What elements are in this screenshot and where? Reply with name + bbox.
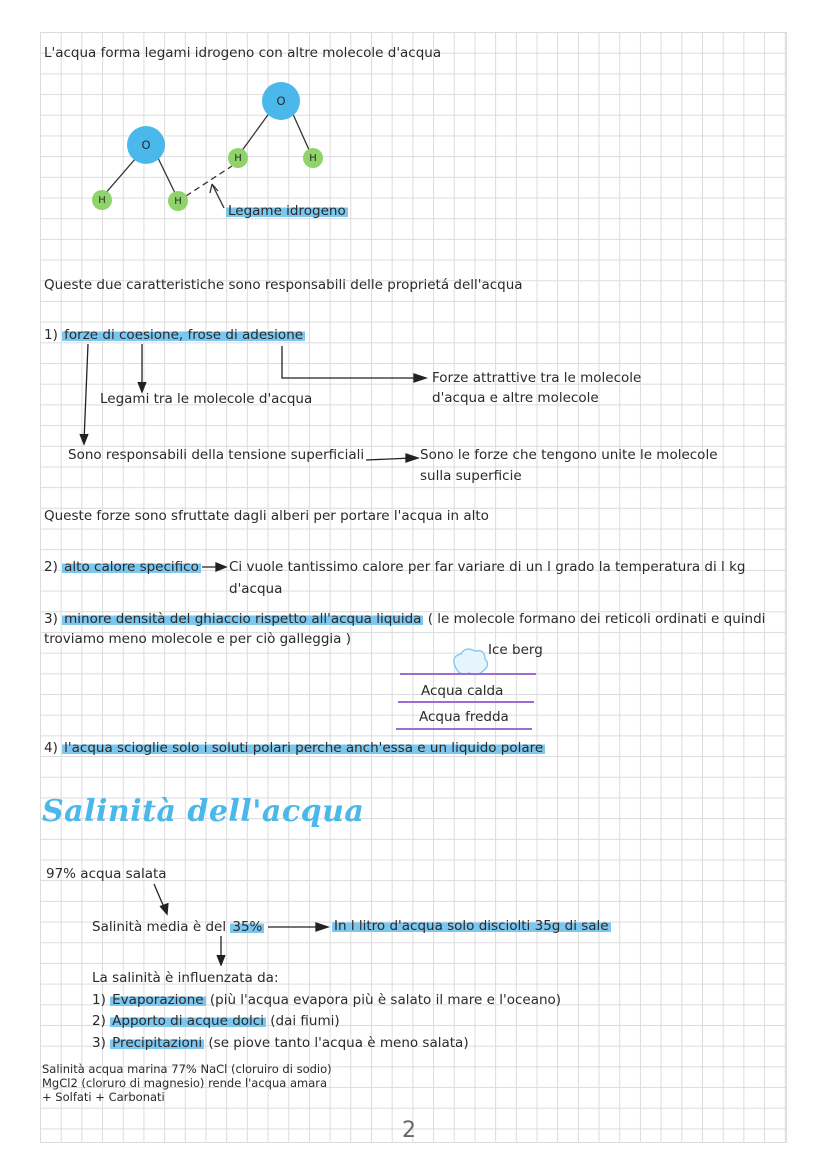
point-2-number: 2) bbox=[44, 559, 58, 575]
point-3-number: 3) bbox=[44, 611, 58, 627]
influenced-text: La salinità è influenzata da: bbox=[92, 970, 279, 986]
note-line-2: MgCl2 (cloruro di magnesio) rende l'acqua amara bbox=[42, 1076, 328, 1090]
influence-item bbox=[92, 1034, 469, 1052]
influence-item-number: 3) bbox=[92, 1035, 106, 1051]
point-2-desc-line-1: Ci vuole tantissimo calore per far variare di un l grado la temperatura di l kg bbox=[229, 559, 746, 575]
hydrogen-label: H bbox=[309, 153, 317, 164]
point-1-heading: forze di coesione, frose di adesione bbox=[64, 327, 304, 343]
salinity-media-value: 35% bbox=[232, 919, 263, 935]
influence-item-key: Precipitazioni bbox=[112, 1035, 203, 1051]
influence-item-key: Apporto di acque dolci bbox=[112, 1013, 264, 1029]
point-3-desc-line-1: ( le molecole formano dei reticoli ordinati e quindi bbox=[427, 611, 766, 627]
point-1-number: 1) bbox=[44, 327, 58, 343]
point-4-heading: l'acqua scioglie solo i soluti polari perche anch'essa e un liquido polare bbox=[64, 740, 544, 756]
influence-item bbox=[92, 1012, 340, 1030]
point-3-desc-line-2: troviamo meno molecole e per ciò galleggia ) bbox=[44, 631, 351, 647]
oxygen-label: O bbox=[141, 138, 151, 152]
point-2-heading: alto calore specifico bbox=[64, 559, 199, 575]
point-3-heading: minore densità del ghiaccio rispetto all'acqua liquida bbox=[64, 611, 422, 627]
influence-item-number: 1) bbox=[92, 992, 106, 1008]
note-line-3: + Solfati + Carbonati bbox=[42, 1090, 165, 1104]
point-4-number: 4) bbox=[44, 740, 58, 756]
oxygen-label: O bbox=[276, 94, 286, 108]
influence-item-desc: (dai fiumi) bbox=[270, 1013, 340, 1029]
intro-text: L'acqua forma legami idrogeno con altre molecole d'acqua bbox=[44, 45, 442, 61]
salty-percent-text: 97% acqua salata bbox=[46, 866, 167, 882]
sono-line-2: sulla superficie bbox=[420, 468, 522, 484]
page-number: 2 bbox=[402, 1118, 416, 1143]
note-line-1: Salinità acqua marina 77% NaCl (cloruiro di sodio) bbox=[42, 1062, 332, 1076]
salinity-media-prefix: Salinità media è del bbox=[92, 919, 227, 935]
hydrogen-label: H bbox=[234, 153, 242, 164]
cold-water-label: Acqua fredda bbox=[419, 709, 509, 725]
hydrogen-bond-label: Legame idrogeno bbox=[228, 203, 346, 219]
influence-item-number: 2) bbox=[92, 1013, 106, 1029]
hydrogen-label: H bbox=[174, 196, 182, 207]
tension-text: Sono responsabili della tensione superficiali bbox=[68, 447, 365, 463]
litro-text: In l litro d'acqua solo disciolti 35g di sale bbox=[334, 918, 609, 934]
iceberg-label: Ice berg bbox=[488, 642, 543, 658]
influence-item bbox=[92, 991, 561, 1009]
influence-item-key: Evaporazione bbox=[112, 992, 204, 1008]
forze-line-1: Forze attrattive tra le molecole bbox=[432, 370, 642, 386]
sono-line-1: Sono le forze che tengono unite le molecole bbox=[420, 447, 718, 463]
legami-text: Legami tra le molecole d'acqua bbox=[100, 391, 313, 407]
warm-water-label: Acqua calda bbox=[421, 683, 504, 699]
trees-text: Queste forze sono sfruttate dagli alberi per portare l'acqua in alto bbox=[44, 508, 489, 524]
hydrogen-label: H bbox=[98, 195, 106, 206]
forze-line-2: d'acqua e altre molecole bbox=[432, 390, 599, 406]
responsible-text: Queste due caratteristiche sono responsabili delle proprietá dell'acqua bbox=[44, 277, 523, 293]
influence-item-desc: (se piove tanto l'acqua è meno salata) bbox=[208, 1035, 469, 1051]
influence-item-desc: (più l'acqua evapora più è salato il mare e l'oceano) bbox=[209, 992, 562, 1008]
section-title: Salinità dell'acqua bbox=[42, 794, 365, 829]
point-2-desc-line-2: d'acqua bbox=[229, 581, 283, 597]
